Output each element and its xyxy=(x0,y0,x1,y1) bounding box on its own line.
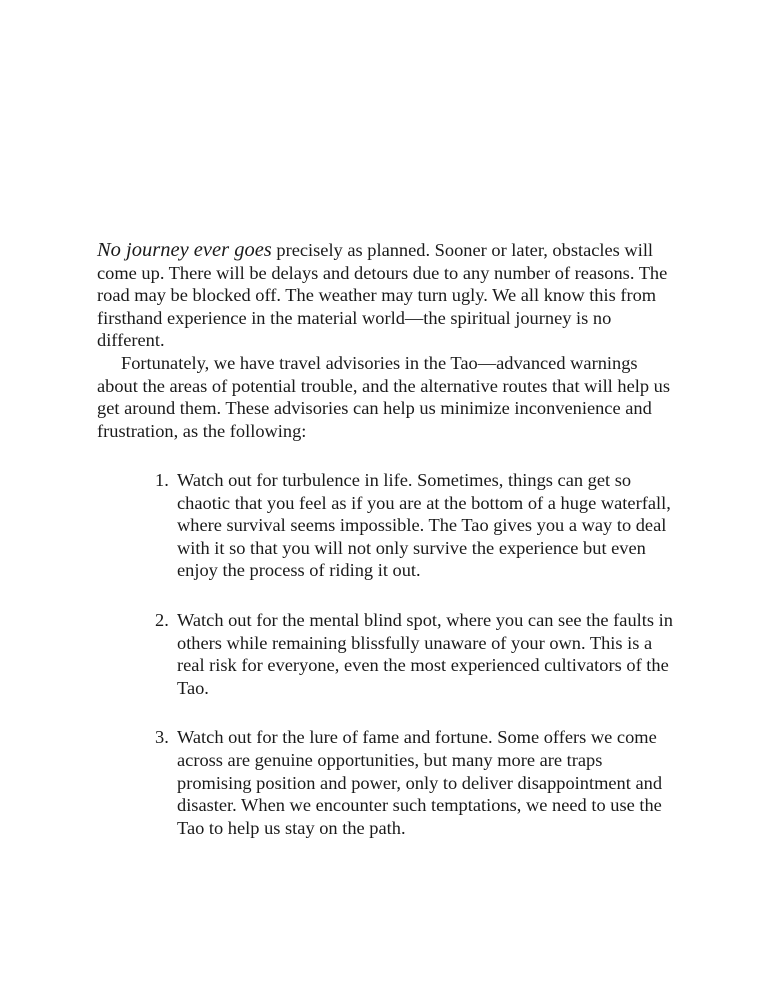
intro-paragraph-text: precisely as planned. Sooner or later, obstacles will come up. There will be delays and detours due to any number of reasons. The road may be blocked off. The weather may turn ugly. We all know this from firsthand experience in the material world—the spiritual journey is no different. xyxy=(97,240,668,351)
advisory-item-3 xyxy=(155,726,680,839)
advisory-item-2 xyxy=(155,609,680,699)
intro-paragraph xyxy=(97,239,682,352)
advisory-text: Watch out for turbulence in life. Sometimes, things can get so chaotic that you feel as if you are at the bottom of a huge waterfall, where survival seems impossible. The Tao gives you a way to deal with it so that you will not only survive the experience but even enjoy the process of riding it out. xyxy=(177,470,671,581)
advisories-intro-paragraph: Fortunately, we have travel advisories in the Tao—advanced warnings about the areas of potential trouble, and the alternative routes that will help us get around them. These advisories can help us minimize inconvenience and frustration, as the following: xyxy=(97,353,670,441)
advisory-number: 3. xyxy=(155,727,169,748)
advisory-text: Watch out for the lure of fame and fortune. Some offers we come across are genuine opportunities, but many more are traps promising position and power, only to deliver disappointment and disaster. When we encounter such temptations, we need to use the Tao to help us stay on the path. xyxy=(177,727,663,838)
advisory-number: 1. xyxy=(155,470,169,490)
advisory-item-1 xyxy=(155,469,680,582)
advisory-list xyxy=(155,469,680,839)
lead-italic-phrase: No journey ever goes xyxy=(97,239,272,261)
advisory-text: Watch out for the mental blind spot, where you can see the faults in others while remaining blissfully unaware of your own. This is a real risk for everyone, even the most experienced cultivators of the Tao. xyxy=(177,609,673,698)
advisory-number: 2. xyxy=(155,609,169,630)
